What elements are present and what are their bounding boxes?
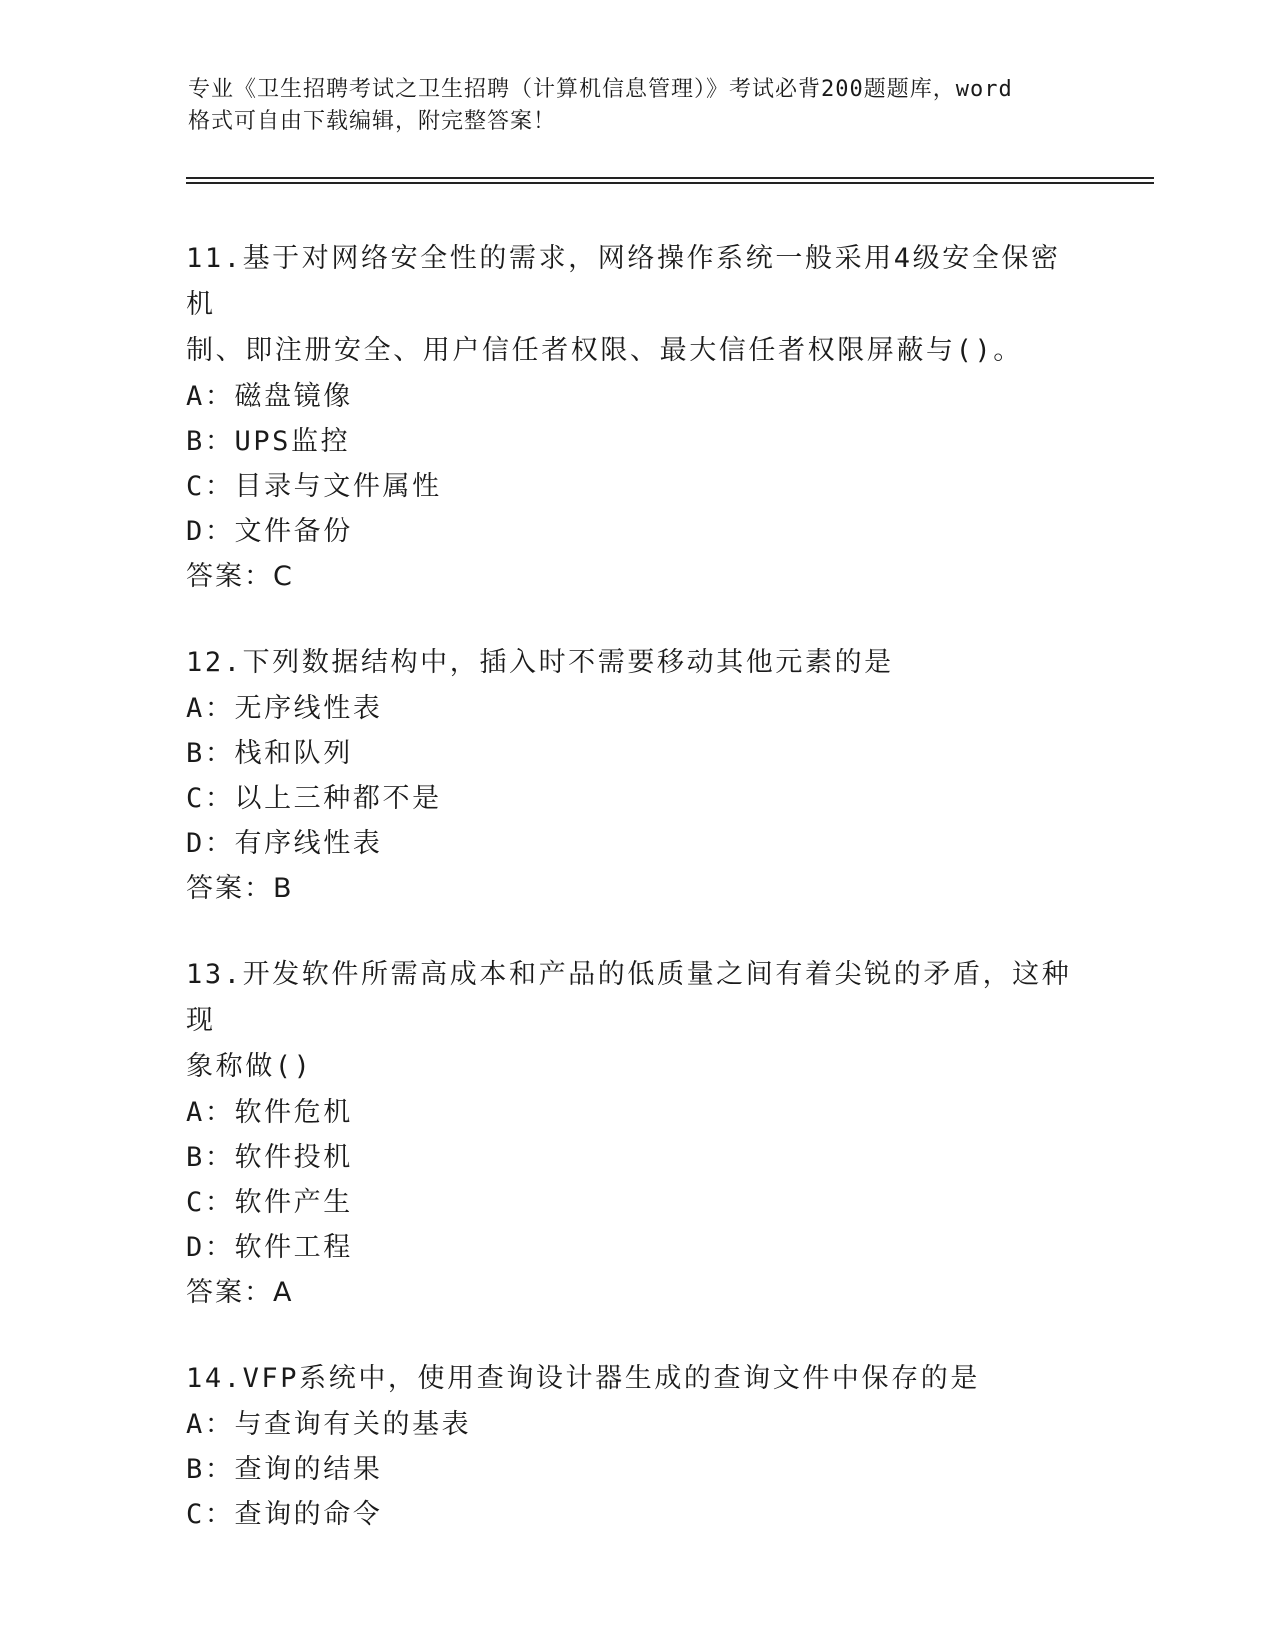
option-text: 查询的结果 [234,1454,383,1485]
question-stem-line: 象称做() [186,1051,313,1082]
option-d [186,821,1086,866]
option-text: 软件危机 [234,1097,353,1128]
question-stem-line: 13.开发软件所需高成本和产品的低质量之间有着尖锐的矛盾，这种现 [186,959,1072,1036]
option-letter: B： [186,1142,235,1173]
option-text: 与查询有关的基表 [234,1409,472,1440]
option-a [186,1090,1086,1135]
header-divider-top [186,177,1154,179]
option-b [186,419,1086,464]
header-line-2: 格式可自由下载编辑，附完整答案！ [188,109,557,134]
option-text: 以上三种都不是 [234,783,442,814]
option-c [186,1180,1086,1225]
option-text: 有序线性表 [234,828,383,859]
option-letter: A： [186,381,235,412]
option-d [186,509,1086,554]
option-letter: C： [186,1187,235,1218]
option-text: 目录与文件属性 [234,471,442,502]
answer-line: 答案：C [186,561,294,592]
option-b [186,1447,1086,1492]
option-text: 文件备份 [234,516,353,547]
option-letter: A： [186,693,235,724]
option-letter: A： [186,1409,235,1440]
option-b [186,731,1086,776]
option-text: 软件投机 [234,1142,353,1173]
document-header [188,74,1088,138]
option-text: 软件产生 [234,1187,353,1218]
option-letter: B： [186,1454,235,1485]
question-stem [186,640,1086,686]
question-14 [186,1356,1086,1537]
question-stem [186,1356,1086,1402]
option-letter: D： [186,1232,235,1263]
question-stem-line: 11.基于对网络安全性的需求，网络操作系统一般采用4级安全保密机 [186,243,1061,320]
option-b [186,1135,1086,1180]
option-letter: C： [186,1499,235,1530]
option-letter: C： [186,783,235,814]
question-stem [186,236,1086,374]
option-text: 查询的命令 [234,1499,383,1530]
option-letter: A： [186,1097,235,1128]
option-letter: C： [186,471,235,502]
option-text: 栈和队列 [234,738,353,769]
question-list [186,236,1086,1577]
option-d [186,1225,1086,1270]
question-stem-line: 14.VFP系统中，使用查询设计器生成的查询文件中保存的是 [186,1363,980,1394]
option-letter: D： [186,516,235,547]
option-text: 无序线性表 [234,693,383,724]
header-divider-bottom [186,182,1154,184]
option-text: 软件工程 [234,1232,353,1263]
option-a [186,686,1086,731]
option-letter: B： [186,738,235,769]
answer-line: 答案：B [186,873,294,904]
option-a [186,1402,1086,1447]
option-letter: B： [186,426,235,457]
option-text: UPS监控 [234,426,351,457]
question-stem [186,952,1086,1090]
question-11 [186,236,1086,600]
option-a [186,374,1086,419]
option-letter: D： [186,828,235,859]
question-stem-line: 12.下列数据结构中，插入时不需要移动其他元素的是 [186,647,894,678]
option-c [186,1492,1086,1537]
question-12 [186,640,1086,912]
answer-line: 答案：A [186,1277,294,1308]
question-13 [186,952,1086,1316]
option-c [186,464,1086,509]
question-stem-line: 制、即注册安全、用户信任者权限、最大信任者权限屏蔽与()。 [186,335,1023,366]
option-c [186,776,1086,821]
header-line-1: 专业《卫生招聘考试之卫生招聘（计算机信息管理）》考试必背200题题库，word [188,77,1013,102]
option-text: 磁盘镜像 [234,381,353,412]
